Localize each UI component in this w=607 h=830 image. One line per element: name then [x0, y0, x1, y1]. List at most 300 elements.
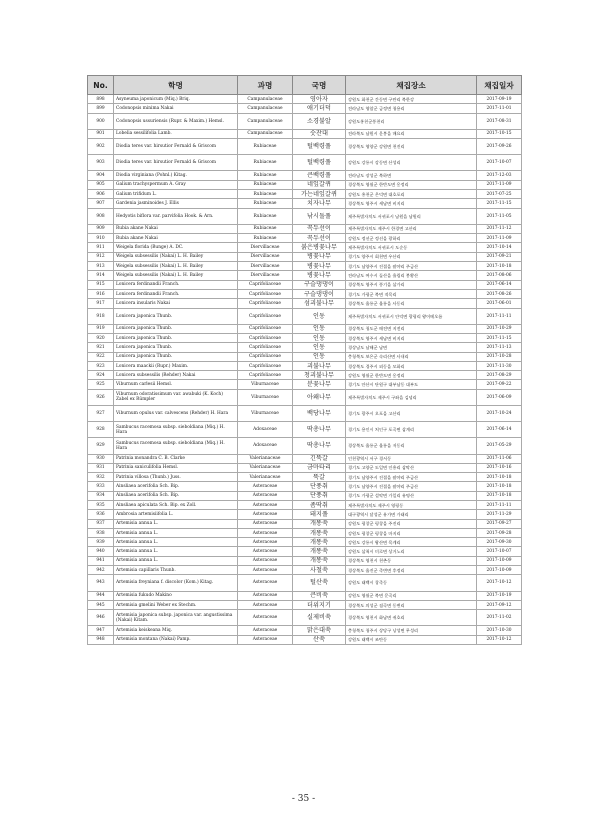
family-name: Campanulaceae [238, 104, 293, 113]
scientific-name: Artemisia montana (Nakai) Pamp. [114, 635, 238, 644]
family-name: Caprifoliaceae [238, 343, 293, 352]
family-name: Asteraceae [238, 610, 293, 626]
row-number: 937 [88, 519, 114, 528]
scientific-name: Patrinia villosa (Thunb.) Juss. [114, 473, 238, 482]
collection-site: 경기도 가평군 설악면 가일리 유명산 [346, 491, 477, 500]
page-number: - 35 - [291, 794, 316, 804]
scientific-name: Artemisia annua L. [114, 556, 238, 565]
collection-site: 경상북도 울릉군 울릉읍 사동리 [346, 299, 477, 308]
table-row [88, 519, 522, 528]
row-number: 900 [88, 113, 114, 129]
korean-name: 치자나무 [293, 199, 346, 208]
collection-date: 2017-11-29 [477, 510, 522, 519]
table-row [88, 438, 522, 454]
collection-site: 경기도 남양주시 진접읍 팔야리 주금산 [346, 262, 477, 271]
family-name: Adoxaceae [238, 422, 293, 438]
collection-date: 2017-10-09 [477, 556, 522, 565]
collection-date: 2017-08-06 [477, 271, 522, 280]
collection-date: 2017-12-03 [477, 171, 522, 180]
collection-site: 강원도 강릉시 강동면 산성리 [346, 155, 477, 171]
collection-site: 경상북도 영주시 세남면 비지리 [346, 199, 477, 208]
family-name: Diervillaceae [238, 252, 293, 261]
family-name: Adoxaceae [238, 438, 293, 454]
collection-date: 2017-09-30 [477, 538, 522, 547]
collection-date: 2017-11-05 [477, 208, 522, 224]
scientific-name: Sambucus racemosa subsp. sieboldiana (Miq.) H. Hara [114, 422, 238, 438]
row-number: 924 [88, 371, 114, 380]
family-name: Caprifoliaceae [238, 371, 293, 380]
korean-name: 뚝갈 [293, 473, 346, 482]
korean-name: 괴불나무 [293, 361, 346, 370]
row-number: 920 [88, 333, 114, 342]
row-number: 916 [88, 289, 114, 298]
scientific-name: Ainsliaea apiculata Sch. Bip. ex Zoll. [114, 501, 238, 510]
scientific-name: Artemisia keiskeana Miq. [114, 626, 238, 635]
scientific-name: Weigela florida (Bunge) A. DC. [114, 243, 238, 252]
collection-date: 2017-10-07 [477, 155, 522, 171]
korean-name: 긴뚝갈 [293, 454, 346, 463]
collection-date: 2017-09-27 [477, 519, 522, 528]
collection-date: 2017-06-01 [477, 299, 522, 308]
scientific-name: Artemisia fukudo Makino [114, 591, 238, 600]
row-number: 946 [88, 610, 114, 626]
collection-site: 경상북도 울릉군 울릉읍 저동리 [346, 438, 477, 454]
collection-date: 2017-10-18 [477, 482, 522, 491]
scientific-name: Lonicera ferdinandii Franch. [114, 280, 238, 289]
scientific-name: Lonicera japonica Thunb. [114, 352, 238, 361]
row-number: 925 [88, 380, 114, 389]
row-number: 928 [88, 422, 114, 438]
scientific-name: Diodia teres var. hirsutior Fernald & Griscom [114, 155, 238, 171]
header-scientific-name: 학명 [114, 76, 238, 95]
row-number: 927 [88, 405, 114, 421]
scientific-name: Artemisia annua L. [114, 538, 238, 547]
row-number: 909 [88, 224, 114, 233]
collection-site: 경상북도 영주시 세남면 비지리 [346, 333, 477, 342]
table-row [88, 389, 522, 405]
collection-site: 경상북도 영양군 강원면 천진리 [346, 139, 477, 155]
family-name: Asteraceae [238, 501, 293, 510]
row-number: 907 [88, 199, 114, 208]
row-number: 930 [88, 454, 114, 463]
collection-site: 경상북도 영주시 풍기읍 삼가리 [346, 280, 477, 289]
scientific-name: Lonicera japonica Thunb. [114, 333, 238, 342]
korean-name: 개똥쑥 [293, 556, 346, 565]
scientific-name: Ainsliaea acerifolia Sch. Bip. [114, 491, 238, 500]
collection-site: 경기도 용인시 처인구 포곡면 삼계리 [346, 422, 477, 438]
scientific-name: Lonicera japonica Thunb. [114, 308, 238, 324]
scientific-name: Galium trifidum L. [114, 190, 238, 199]
row-number: 948 [88, 635, 114, 644]
scientific-name: Weigela subsessilis (Nakai) L. H. Bailey [114, 252, 238, 261]
table-row [88, 234, 522, 243]
scientific-name: Lonicera insularis Nakai [114, 299, 238, 308]
collection-site: 경기도 고양군 도일면 인흥리 삼막산 [346, 463, 477, 472]
collection-site: 경상북도 의성군 점곡면 동변리 [346, 600, 477, 609]
scientific-name: Rubia akane Nakai [114, 224, 238, 233]
row-number: 922 [88, 352, 114, 361]
korean-name: 개똥쑥 [293, 547, 346, 556]
family-name: Caprifoliaceae [238, 308, 293, 324]
family-name: Caprifoliaceae [238, 289, 293, 298]
row-number: 936 [88, 510, 114, 519]
collection-date: 2017-10-28 [477, 352, 522, 361]
family-name: Caprifoliaceae [238, 280, 293, 289]
family-name: Caprifoliaceae [238, 352, 293, 361]
collection-site: 경기도 광주시 오포읍 고산리 [346, 405, 477, 421]
collection-site: 제주특별자치도 서귀포시 도순동 [346, 243, 477, 252]
family-name: Rubiaceae [238, 171, 293, 180]
korean-name: 털백령풀 [293, 155, 346, 171]
table-row [88, 510, 522, 519]
collection-date: 2017-11-30 [477, 361, 522, 370]
korean-name: 인동 [293, 333, 346, 342]
collection-date: 2017-06-14 [477, 422, 522, 438]
collection-date: 2017-10-18 [477, 262, 522, 271]
collection-site: 경상북도 영천시 천촌동 [346, 556, 477, 565]
scientific-name: Artemisia freyniana f. discolor (Kom.) Kitag. [114, 575, 238, 591]
family-name: Caprifoliaceae [238, 324, 293, 333]
family-name: Asteraceae [238, 528, 293, 537]
korean-name: 딱총나무 [293, 438, 346, 454]
collection-date: 2017-11-09 [477, 234, 522, 243]
scientific-name: Patrinia monandra C. B. Clarke [114, 454, 238, 463]
korean-name: 붉은병꽃나무 [293, 243, 346, 252]
family-name: Asteraceae [238, 635, 293, 644]
table-row [88, 333, 522, 342]
collection-site: 인천광역시 서구 경서동 [346, 454, 477, 463]
collection-site: 강원도 평창군 평창읍 주진리 [346, 519, 477, 528]
collection-date: 2017-11-11 [477, 501, 522, 510]
family-name: Asteraceae [238, 575, 293, 591]
family-name: Asteraceae [238, 519, 293, 528]
collection-site: 제주특별자치도 서귀포시 안덕면 광평리 왕이메오름 [346, 308, 477, 324]
collection-site: 충청북도 청주시 상당구 낭성면 무성리 [346, 626, 477, 635]
row-number: 942 [88, 566, 114, 575]
table-row [88, 299, 522, 308]
korean-name: 아왜나무 [293, 389, 346, 405]
row-number: 943 [88, 575, 114, 591]
korean-name: 병꽃나무 [293, 271, 346, 280]
korean-name: 개똥쑥 [293, 538, 346, 547]
table-row [88, 129, 522, 138]
korean-name: 금마타리 [293, 463, 346, 472]
family-name: Campanulaceae [238, 113, 293, 129]
collection-date: 2017-11-06 [477, 454, 522, 463]
scientific-name: Diodia virginiana (Pohnl.) Kitag. [114, 171, 238, 180]
collection-site: 강원도홍천군풍천리 [346, 113, 477, 129]
family-name: Campanulaceae [238, 95, 293, 104]
table-row [88, 626, 522, 635]
table-row [88, 361, 522, 370]
scientific-name: Viburnum carlesii Hemsl. [114, 380, 238, 389]
row-number: 898 [88, 95, 114, 104]
row-number: 940 [88, 547, 114, 556]
family-name: Caprifoliaceae [238, 361, 293, 370]
collection-site: 충청북도 보은군 속리산면 사내리 [346, 352, 477, 361]
korean-name: 병꽃나무 [293, 262, 346, 271]
row-number: 899 [88, 104, 114, 113]
scientific-name: Artemisia annua L. [114, 519, 238, 528]
family-name: Diervillaceae [238, 243, 293, 252]
scientific-name: Gardenia jasminoides J. Ellis [114, 199, 238, 208]
collection-date: 2017-11-01 [477, 104, 522, 113]
table-row [88, 262, 522, 271]
row-number: 908 [88, 208, 114, 224]
header-family: 과명 [238, 76, 293, 95]
collection-site: 경기도 남양주시 진접읍 팔야리 주금산 [346, 473, 477, 482]
collection-site: 강원도 평창군 평창읍 마지리 [346, 528, 477, 537]
row-number: 902 [88, 139, 114, 155]
table-row [88, 610, 522, 626]
family-name: Asteraceae [238, 556, 293, 565]
table-body [88, 95, 522, 645]
collection-site: 경기도 양주시 회천면 우산리 [346, 252, 477, 261]
collection-site: 경기도 안산시 단원구 대부남동 대부도 [346, 380, 477, 389]
collection-site: 제주특별자치도 제주시 영평동 [346, 501, 477, 510]
collection-site: 전라북도 남원시 운봉읍 매요리 [346, 129, 477, 138]
table-row [88, 104, 522, 113]
collection-date: 2017-11-02 [477, 610, 522, 626]
family-name: Caprifoliaceae [238, 299, 293, 308]
korean-name: 섬괴불나무 [293, 299, 346, 308]
scientific-name: Artemisia gmelini Weber ex Stechm. [114, 600, 238, 609]
row-number: 911 [88, 243, 114, 252]
table-row [88, 591, 522, 600]
korean-name: 숫잔대 [293, 129, 346, 138]
collection-site: 강원도 영월군 북면 문곡리 [346, 591, 477, 600]
row-number: 931 [88, 463, 114, 472]
scientific-name: Lonicera ferdinandii Franch. [114, 289, 238, 298]
scientific-name: Artemisia japonica subsp. japonica var. angustissima (Nakai) Kitam. [114, 610, 238, 626]
collection-date: 2017-10-07 [477, 547, 522, 556]
collection-site: 강원도 태백시 창죽동 [346, 575, 477, 591]
collection-date: 2017-09-21 [477, 252, 522, 261]
table-row [88, 566, 522, 575]
row-number: 913 [88, 262, 114, 271]
row-number: 914 [88, 271, 114, 280]
collection-date: 2017-10-18 [477, 491, 522, 500]
collection-date: 2017-06-09 [477, 389, 522, 405]
collection-date: 2017-11-11 [477, 308, 522, 324]
scientific-name: Lonicera japonica Thunb. [114, 343, 238, 352]
table-row [88, 171, 522, 180]
collection-site: 제주특별자치도 서귀포시 남원읍 남원리 [346, 208, 477, 224]
korean-name: 단풍취 [293, 482, 346, 491]
specimen-table-container [87, 75, 521, 645]
korean-name: 개똥쑥 [293, 528, 346, 537]
collection-date: 2017-10-14 [477, 243, 522, 252]
korean-name: 털산쑥 [293, 575, 346, 591]
table-row [88, 422, 522, 438]
table-row [88, 208, 522, 224]
scientific-name: Weigela subsessilis (Nakai) L. H. Bailey [114, 262, 238, 271]
korean-name: 백당나무 [293, 405, 346, 421]
scientific-name: Lonicera subsessilis (Rehder) Nakai [114, 371, 238, 380]
row-number: 939 [88, 538, 114, 547]
row-number: 910 [88, 234, 114, 243]
table-row [88, 324, 522, 333]
table-row [88, 289, 522, 298]
table-row [88, 528, 522, 537]
family-name: Diervillaceae [238, 271, 293, 280]
collection-date: 2017-05-29 [477, 438, 522, 454]
scientific-name: Artemisia annua L. [114, 547, 238, 556]
korean-name: 인동 [293, 324, 346, 333]
row-number: 947 [88, 626, 114, 635]
collection-site: 경상북도 경주시 외동읍 모화리 [346, 361, 477, 370]
korean-name: 큰백령풀 [293, 171, 346, 180]
korean-name: 꼭두선이 [293, 234, 346, 243]
scientific-name: Galium trachyspermum A. Gray [114, 180, 238, 189]
collection-date: 2017-10-12 [477, 575, 522, 591]
family-name: Asteraceae [238, 547, 293, 556]
row-number: 917 [88, 299, 114, 308]
korean-name: 맑은대쑥 [293, 626, 346, 635]
korean-name: 단풍취 [293, 491, 346, 500]
table-row [88, 190, 522, 199]
collection-site: 경상북도 영월군 한반도면 옹정리 [346, 180, 477, 189]
scientific-name: Viburnum odoratissimum var. awabuki (K. Koch) Zabel ex Rümpler [114, 389, 238, 405]
scientific-name: Patrinia saniculifolia Hemsl. [114, 463, 238, 472]
korean-name: 구슬댕댕이 [293, 280, 346, 289]
korean-name: 영아자 [293, 95, 346, 104]
table-row [88, 280, 522, 289]
family-name: Campanulaceae [238, 129, 293, 138]
collection-date: 2017-08-26 [477, 289, 522, 298]
row-number: 901 [88, 129, 114, 138]
family-name: Asteraceae [238, 538, 293, 547]
korean-name: 개똥쑥 [293, 519, 346, 528]
scientific-name: Ainsliaea acerifolia Sch. Bip. [114, 482, 238, 491]
table-row [88, 352, 522, 361]
collection-site: 강원도 화천군 간동면 구만리 북한강 [346, 95, 477, 104]
collection-date: 2017-10-12 [477, 635, 522, 644]
collection-date: 2017-09-12 [477, 600, 522, 609]
collection-date: 2017-06-14 [477, 280, 522, 289]
collection-site: 전라남도 영암군 금정면 청용리 [346, 104, 477, 113]
row-number: 904 [88, 171, 114, 180]
table-row [88, 224, 522, 233]
collection-date: 2017-10-18 [477, 473, 522, 482]
scientific-name: Sambucus racemosa subsp. sieboldiana (Miq.) H. Hara [114, 438, 238, 454]
row-number: 905 [88, 180, 114, 189]
collection-date: 2017-08-31 [477, 113, 522, 129]
collection-date: 2017-10-24 [477, 405, 522, 421]
table-row [88, 405, 522, 421]
scientific-name: Lonicera maackii (Rupr.) Maxim. [114, 361, 238, 370]
scientific-name: Codonopsis minima Nakai [114, 104, 238, 113]
family-name: Viburnaceae [238, 405, 293, 421]
family-name: Asteraceae [238, 626, 293, 635]
collection-site: 강원도 태백시 조탄동 [346, 635, 477, 644]
scientific-name: Viburnum opulus var. calvescens (Rehder) H. Hara [114, 405, 238, 421]
family-name: Valerianaceae [238, 454, 293, 463]
row-number: 938 [88, 528, 114, 537]
family-name: Caprifoliaceae [238, 333, 293, 342]
korean-name: 돼지풀 [293, 510, 346, 519]
family-name: Asteraceae [238, 566, 293, 575]
scientific-name: Rubia akane Nakai [114, 234, 238, 243]
family-name: Viburnaceae [238, 380, 293, 389]
table-row [88, 308, 522, 324]
row-number: 945 [88, 600, 114, 609]
row-number: 923 [88, 361, 114, 370]
korean-name: 털백령풀 [293, 139, 346, 155]
family-name: Rubiaceae [238, 199, 293, 208]
korean-name: 가는네잎갈퀴 [293, 190, 346, 199]
collection-site: 경기도 남양주시 진접읍 팔야리 주금산 [346, 482, 477, 491]
row-number: 912 [88, 252, 114, 261]
korean-name: 청괴불나무 [293, 371, 346, 380]
table-row [88, 155, 522, 171]
collection-date: 2017-10-09 [477, 566, 522, 575]
scientific-name: Weigela subsessilis (Nakai) L. H. Bailey [114, 271, 238, 280]
collection-site: 제주특별자치도 제주시 구좌읍 김녕리 [346, 389, 477, 405]
collection-site: 경상북도 청도군 매전면 지전리 [346, 324, 477, 333]
table-row [88, 113, 522, 129]
header-no: No. [88, 76, 114, 95]
collection-date: 2017-09-22 [477, 380, 522, 389]
collection-site: 경상북도 울진군 죽변면 후정리 [346, 566, 477, 575]
collection-date: 2017-11-13 [477, 343, 522, 352]
table-row [88, 491, 522, 500]
table-row [88, 556, 522, 565]
collection-date: 2017-10-30 [477, 626, 522, 635]
table-header-row [88, 76, 522, 95]
row-number: 944 [88, 591, 114, 600]
family-name: Asteraceae [238, 510, 293, 519]
collection-date: 2017-09-28 [477, 528, 522, 537]
family-name: Rubiaceae [238, 190, 293, 199]
row-number: 915 [88, 280, 114, 289]
collection-date: 2017-11-15 [477, 333, 522, 342]
collection-date: 2017-09-19 [477, 95, 522, 104]
korean-name: 구슬댕댕이 [293, 289, 346, 298]
collection-date: 2017-11-12 [477, 224, 522, 233]
row-number: 932 [88, 473, 114, 482]
table-row [88, 463, 522, 472]
collection-date: 2017-07-25 [477, 190, 522, 199]
family-name: Valerianaceae [238, 473, 293, 482]
collection-site: 강원도 정선군 정선읍 광하리 [346, 234, 477, 243]
scientific-name: Hedyotis biflora var. parvifolia Hook. & Arn. [114, 208, 238, 224]
collection-site: 경상북도 영천시 화남면 귀호리 [346, 610, 477, 626]
korean-name: 병꽃나무 [293, 252, 346, 261]
korean-name: 좀딱취 [293, 501, 346, 510]
specimen-table [87, 75, 522, 645]
korean-name: 소경불알 [293, 113, 346, 129]
family-name: Rubiaceae [238, 139, 293, 155]
family-name: Viburnaceae [238, 389, 293, 405]
row-number: 918 [88, 308, 114, 324]
collection-site: 강원도 홍천군 은덕면 대호포리 [346, 190, 477, 199]
family-name: Rubiaceae [238, 224, 293, 233]
header-korean-name: 국명 [293, 76, 346, 95]
korean-name: 분꽃나무 [293, 380, 346, 389]
scientific-name: Artemisia capillaris Thunb. [114, 566, 238, 575]
scientific-name: Ambrosia artemisiifolia L. [114, 510, 238, 519]
collection-date: 2017-11-15 [477, 199, 522, 208]
collection-site: 대구광역시 달성군 유가면 가태리 [346, 510, 477, 519]
collection-date: 2017-10-15 [477, 129, 522, 138]
family-name: Valerianaceae [238, 463, 293, 472]
scientific-name: Asyneuma japonicum (Miq.) Briq. [114, 95, 238, 104]
collection-site: 경기도 가평군 북면 적목리 [346, 289, 477, 298]
row-number: 921 [88, 343, 114, 352]
table-row [88, 575, 522, 591]
collection-date: 2017-11-09 [477, 180, 522, 189]
